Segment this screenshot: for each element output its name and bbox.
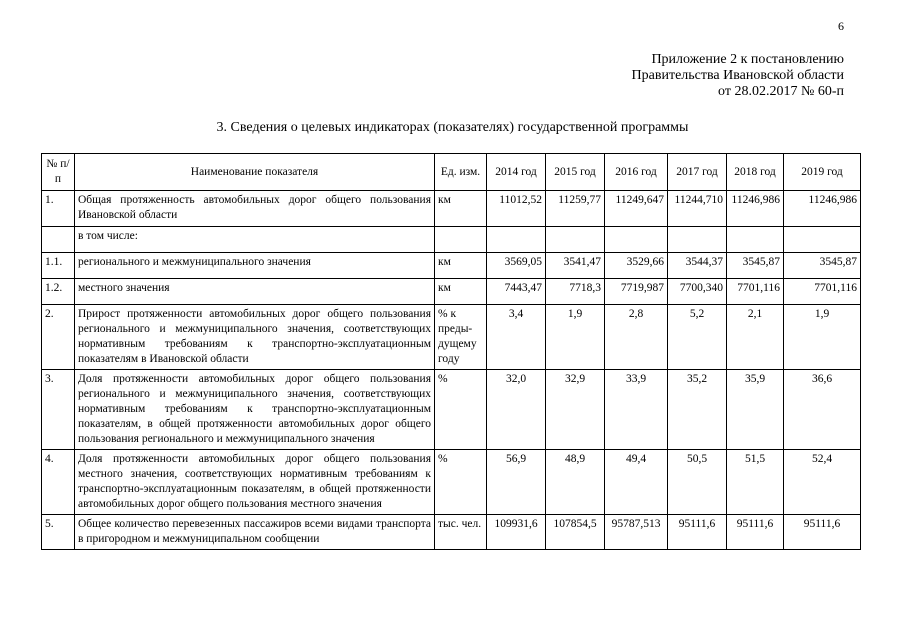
section-title: 3. Сведения о целевых индикаторах (показателях) государственной программы: [216, 120, 689, 135]
table-row: [42, 253, 861, 279]
table-row: [42, 191, 861, 227]
header-line-3: от 28.02.2017 № 60-п: [718, 84, 844, 99]
row-name: Общее количество перевезенных пассажиров всеми видами транспорта в пригородном и межмуниципальном сообщении: [75, 515, 435, 550]
col-header-name: Наименование показателя: [75, 154, 435, 191]
col-header-num: № п/п: [42, 154, 75, 191]
value-2018: 51,5: [727, 450, 784, 515]
value-2014: 3,4: [487, 305, 546, 370]
row-num: 1.: [42, 191, 75, 227]
row-name: Доля протяженности автомобильных дорог общего пользования регионального и межмуниципального значения, соответствующих нормативным требованиям к транспортно-эксплуатационным показателям, в общей протяженности автомобильных дорог общего пользования регионального и межмуниципального значения: [75, 370, 435, 450]
page-number: 6: [838, 19, 844, 33]
col-header-unit: Ед. изм.: [435, 154, 487, 191]
value-2015: 11259,77: [546, 191, 605, 227]
value-2017: 11244,710: [668, 191, 727, 227]
row-unit: %: [435, 450, 487, 515]
value-2019: 52,4: [784, 450, 861, 515]
value-2017: 5,2: [668, 305, 727, 370]
value-2019: 36,6: [784, 370, 861, 450]
row-num: 4.: [42, 450, 75, 515]
col-header-2016: 2016 год: [605, 154, 668, 191]
value-2018: 11246,986: [727, 191, 784, 227]
col-header-2014: 2014 год: [487, 154, 546, 191]
value-2016: 11249,647: [605, 191, 668, 227]
row-num: 1.1.: [42, 253, 75, 279]
value-2014: 7443,47: [487, 279, 546, 305]
header-line-1: Приложение 2 к постановлению: [651, 52, 844, 67]
indicators-table: [41, 153, 861, 550]
value-2018: 35,9: [727, 370, 784, 450]
table-row: [42, 370, 861, 450]
value-2018: 3545,87: [727, 253, 784, 279]
row-unit: км: [435, 253, 487, 279]
value-2016: 3529,66: [605, 253, 668, 279]
value-2016: 33,9: [605, 370, 668, 450]
value-2017: 3544,37: [668, 253, 727, 279]
value-2018: 2,1: [727, 305, 784, 370]
value-2015: [546, 227, 605, 253]
row-unit: [435, 227, 487, 253]
value-2017: 7700,340: [668, 279, 727, 305]
row-num: [42, 227, 75, 253]
col-header-2019: 2019 год: [784, 154, 861, 191]
row-unit: км: [435, 279, 487, 305]
table-row: [42, 305, 861, 370]
value-2019: [784, 227, 861, 253]
value-2014: 11012,52: [487, 191, 546, 227]
value-2017: 95111,6: [668, 515, 727, 550]
value-2018: 95111,6: [727, 515, 784, 550]
value-2015: 107854,5: [546, 515, 605, 550]
row-num: 3.: [42, 370, 75, 450]
value-2015: 1,9: [546, 305, 605, 370]
value-2016: [605, 227, 668, 253]
value-2016: 7719,987: [605, 279, 668, 305]
value-2019: 11246,986: [784, 191, 861, 227]
row-name: местного значения: [75, 279, 435, 305]
value-2016: 95787,513: [605, 515, 668, 550]
document-header: [632, 52, 844, 100]
row-num: 2.: [42, 305, 75, 370]
row-unit: % к преды-дущему году: [435, 305, 487, 370]
row-name: Общая протяженность автомобильных дорог общего пользования Ивановской области: [75, 191, 435, 227]
value-2015: 3541,47: [546, 253, 605, 279]
row-unit: км: [435, 191, 487, 227]
value-2014: 56,9: [487, 450, 546, 515]
value-2019: 1,9: [784, 305, 861, 370]
value-2019: 95111,6: [784, 515, 861, 550]
value-2014: 3569,05: [487, 253, 546, 279]
col-header-2017: 2017 год: [668, 154, 727, 191]
value-2017: [668, 227, 727, 253]
value-2018: [727, 227, 784, 253]
table-row: [42, 227, 861, 253]
value-2017: 50,5: [668, 450, 727, 515]
row-num: 1.2.: [42, 279, 75, 305]
value-2018: 7701,116: [727, 279, 784, 305]
table-row: [42, 515, 861, 550]
value-2014: 109931,6: [487, 515, 546, 550]
value-2017: 35,2: [668, 370, 727, 450]
row-name: Доля протяженности автомобильных дорог общего пользования местного значения, соответствующих нормативным требованиям к транспортно-эксплуатационным показателям, в общей протяженности автомобильных дорог общего пользования местного значения: [75, 450, 435, 515]
row-unit: %: [435, 370, 487, 450]
row-unit: тыс. чел.: [435, 515, 487, 550]
col-header-2018: 2018 год: [727, 154, 784, 191]
table-row: [42, 279, 861, 305]
row-name: в том числе:: [75, 227, 435, 253]
row-name: регионального и межмуниципального значения: [75, 253, 435, 279]
header-line-2: Правительства Ивановской области: [631, 68, 844, 83]
value-2019: 3545,87: [784, 253, 861, 279]
row-name: Прирост протяженности автомобильных дорог общего пользования регионального и межмуниципального значения, соответствующих нормативным требованиям к транспортно-эксплуатационным показателям в Ивановской области: [75, 305, 435, 370]
value-2016: 49,4: [605, 450, 668, 515]
value-2015: 7718,3: [546, 279, 605, 305]
table-header-row: [42, 154, 861, 191]
value-2014: 32,0: [487, 370, 546, 450]
value-2015: 32,9: [546, 370, 605, 450]
value-2014: [487, 227, 546, 253]
value-2019: 7701,116: [784, 279, 861, 305]
row-num: 5.: [42, 515, 75, 550]
value-2016: 2,8: [605, 305, 668, 370]
table-row: [42, 450, 861, 515]
col-header-2015: 2015 год: [546, 154, 605, 191]
value-2015: 48,9: [546, 450, 605, 515]
